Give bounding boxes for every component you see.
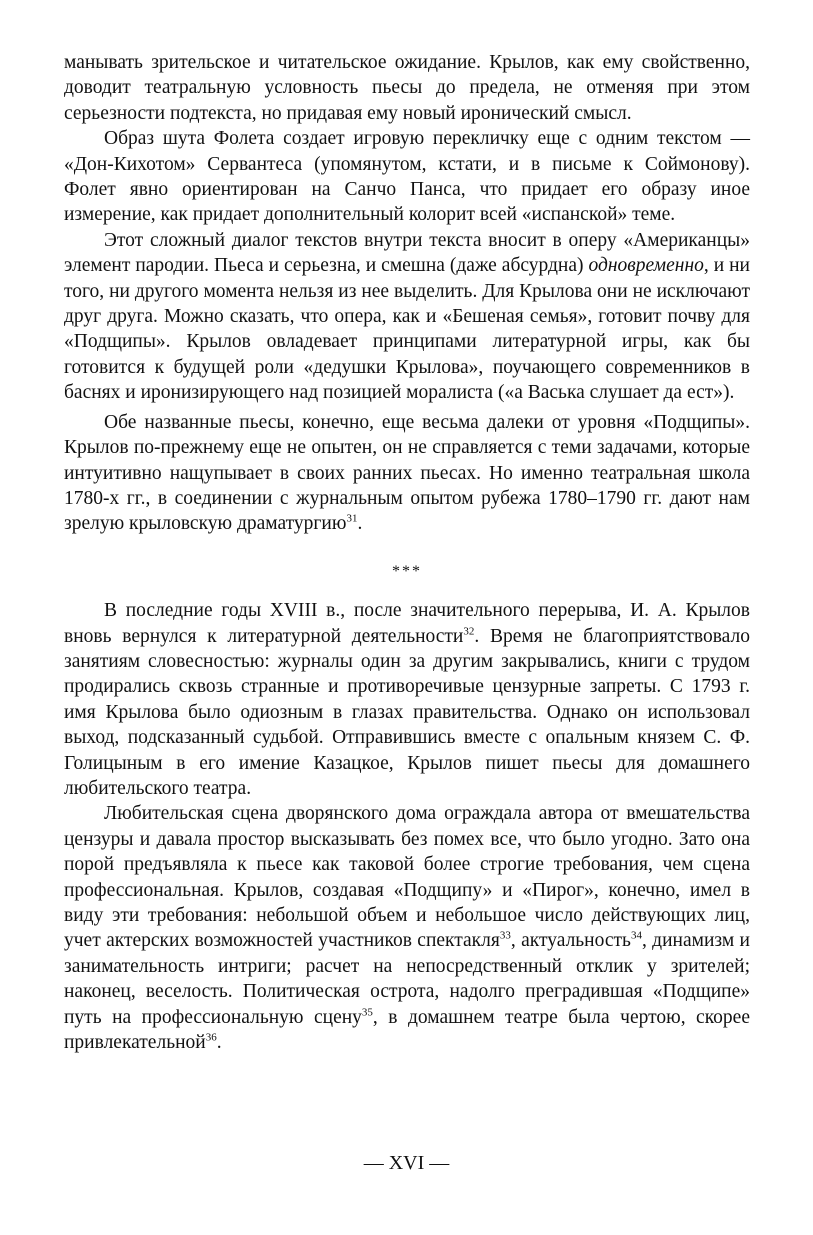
text-run: . (357, 513, 363, 535)
text-run: Обе названные пьесы, конечно, еще весьма далеки от уровня «Подщипы». Крылов по-прежнему еще не опытен, он не справляется с теми задачами, которые интуитивно нащупывает в своих ранних пьесах. Но именно театральная школа 1780-х гг., в соединении с журнальным опытом рубежа 1780–1790 гг. дают нам зрелую крыловскую драматургию (64, 411, 750, 535)
text-run: В последние годы XVIII в., после значительного перерыва, И. А. Крылов вновь вернулся к литературной деятельности (64, 600, 750, 647)
footnote-ref: 32 (463, 625, 475, 638)
text-run: Образ шута Фолета создает игровую перекличку еще с одним текстом — «Дон-Кихотом» Сервантеса (упомянутом, кстати, и в письме к Соймонову). Фолет явно ориентирован на Санчо Панса, что придает его образу иное измерение, как придает дополнительный колорит всей «испанской» теме. (64, 128, 750, 226)
section-separator: *** (392, 562, 422, 580)
footnote-ref: 33 (499, 929, 511, 942)
text-run: Любительская сцена дворянского дома ограждала автора от вмешательства цензуры и давала простор высказывать без помех все, что было угодно. Зато она порой предъявляла к пьесе как таковой более строгие требования, чем сцена профессиональная. Крылов, создавая «Подщипу» и «Пирог», конечно, имел в виду эти требования: небольшой объем и небольшое число действующих лиц, учет актерских возможностей участников спектакля (64, 803, 750, 952)
paragraph-4 (64, 410, 750, 537)
footnote-ref: 35 (361, 1006, 373, 1019)
text-run: , и ни того, ни другого момента нельзя из нее выделить. Для Крылова они не исключают друг друга. Можно сказать, что опера, как и «Бешеная семья», готовит почву для «Подщипы». Крылов овладевает принципами литературной игры, как бы готовится к будущей роли «дедушки Крылова», поучающего современников в баснях и иронизирующего над позицией моралиста («а Васька слушает да ест»). (64, 255, 750, 404)
emphasis-text: одновременно (588, 255, 704, 277)
text-run: Этот сложный диалог текстов внутри текста вносит в оперу «Американцы» элемент пародии. Пьеса и серьезна, и смешна (даже абсурдна) (64, 229, 750, 277)
paragraph-5 (64, 598, 750, 801)
footnote-ref: 36 (205, 1031, 217, 1044)
footnote-ref: 31 (346, 512, 358, 525)
footnote-ref: 34 (630, 929, 642, 942)
text-run: , в домашнем театре была чертою, скорее привлекательной (64, 1006, 750, 1054)
text-run: манывать зрительское и читательское ожидание. Крылов, как ему свойственно, доводит театральную условность пьесы до предела, не отменяя при этом серьезности подтекста, но придавая ему новый иронический смысл. (64, 52, 750, 124)
text-run: . Время не благоприятствовало занятиям словесностью: журналы один за другим закрывались, книги с трудом продирались сквозь странные и противоречивые цензурные запреты. С 1793 г. имя Крылова было одиозным в глазах правительства. Однако он использовал выход, подсказанный судьбой. Отправившись вместе с опальным князем С. Ф. Голицыным в его имение Казацкое, Крылов пишет пьесы для домашнего любительского театра. (64, 625, 750, 799)
text-run: , динамизм и занимательность интриги; расчет на непосредственный отклик у зрителей; наконец, веселость. Политическая острота, надолго преградившая «Подщипе» путь на профессиональную сцену (64, 930, 750, 1028)
paragraph-3 (64, 228, 750, 406)
body-text (64, 50, 750, 1055)
paragraph-1 (64, 50, 750, 126)
text-run: , актуальность (510, 930, 631, 952)
paragraph-6 (64, 801, 750, 1055)
paragraph-2 (64, 126, 750, 228)
page-number: — XVI — (363, 1152, 450, 1174)
text-run: . (216, 1032, 222, 1054)
